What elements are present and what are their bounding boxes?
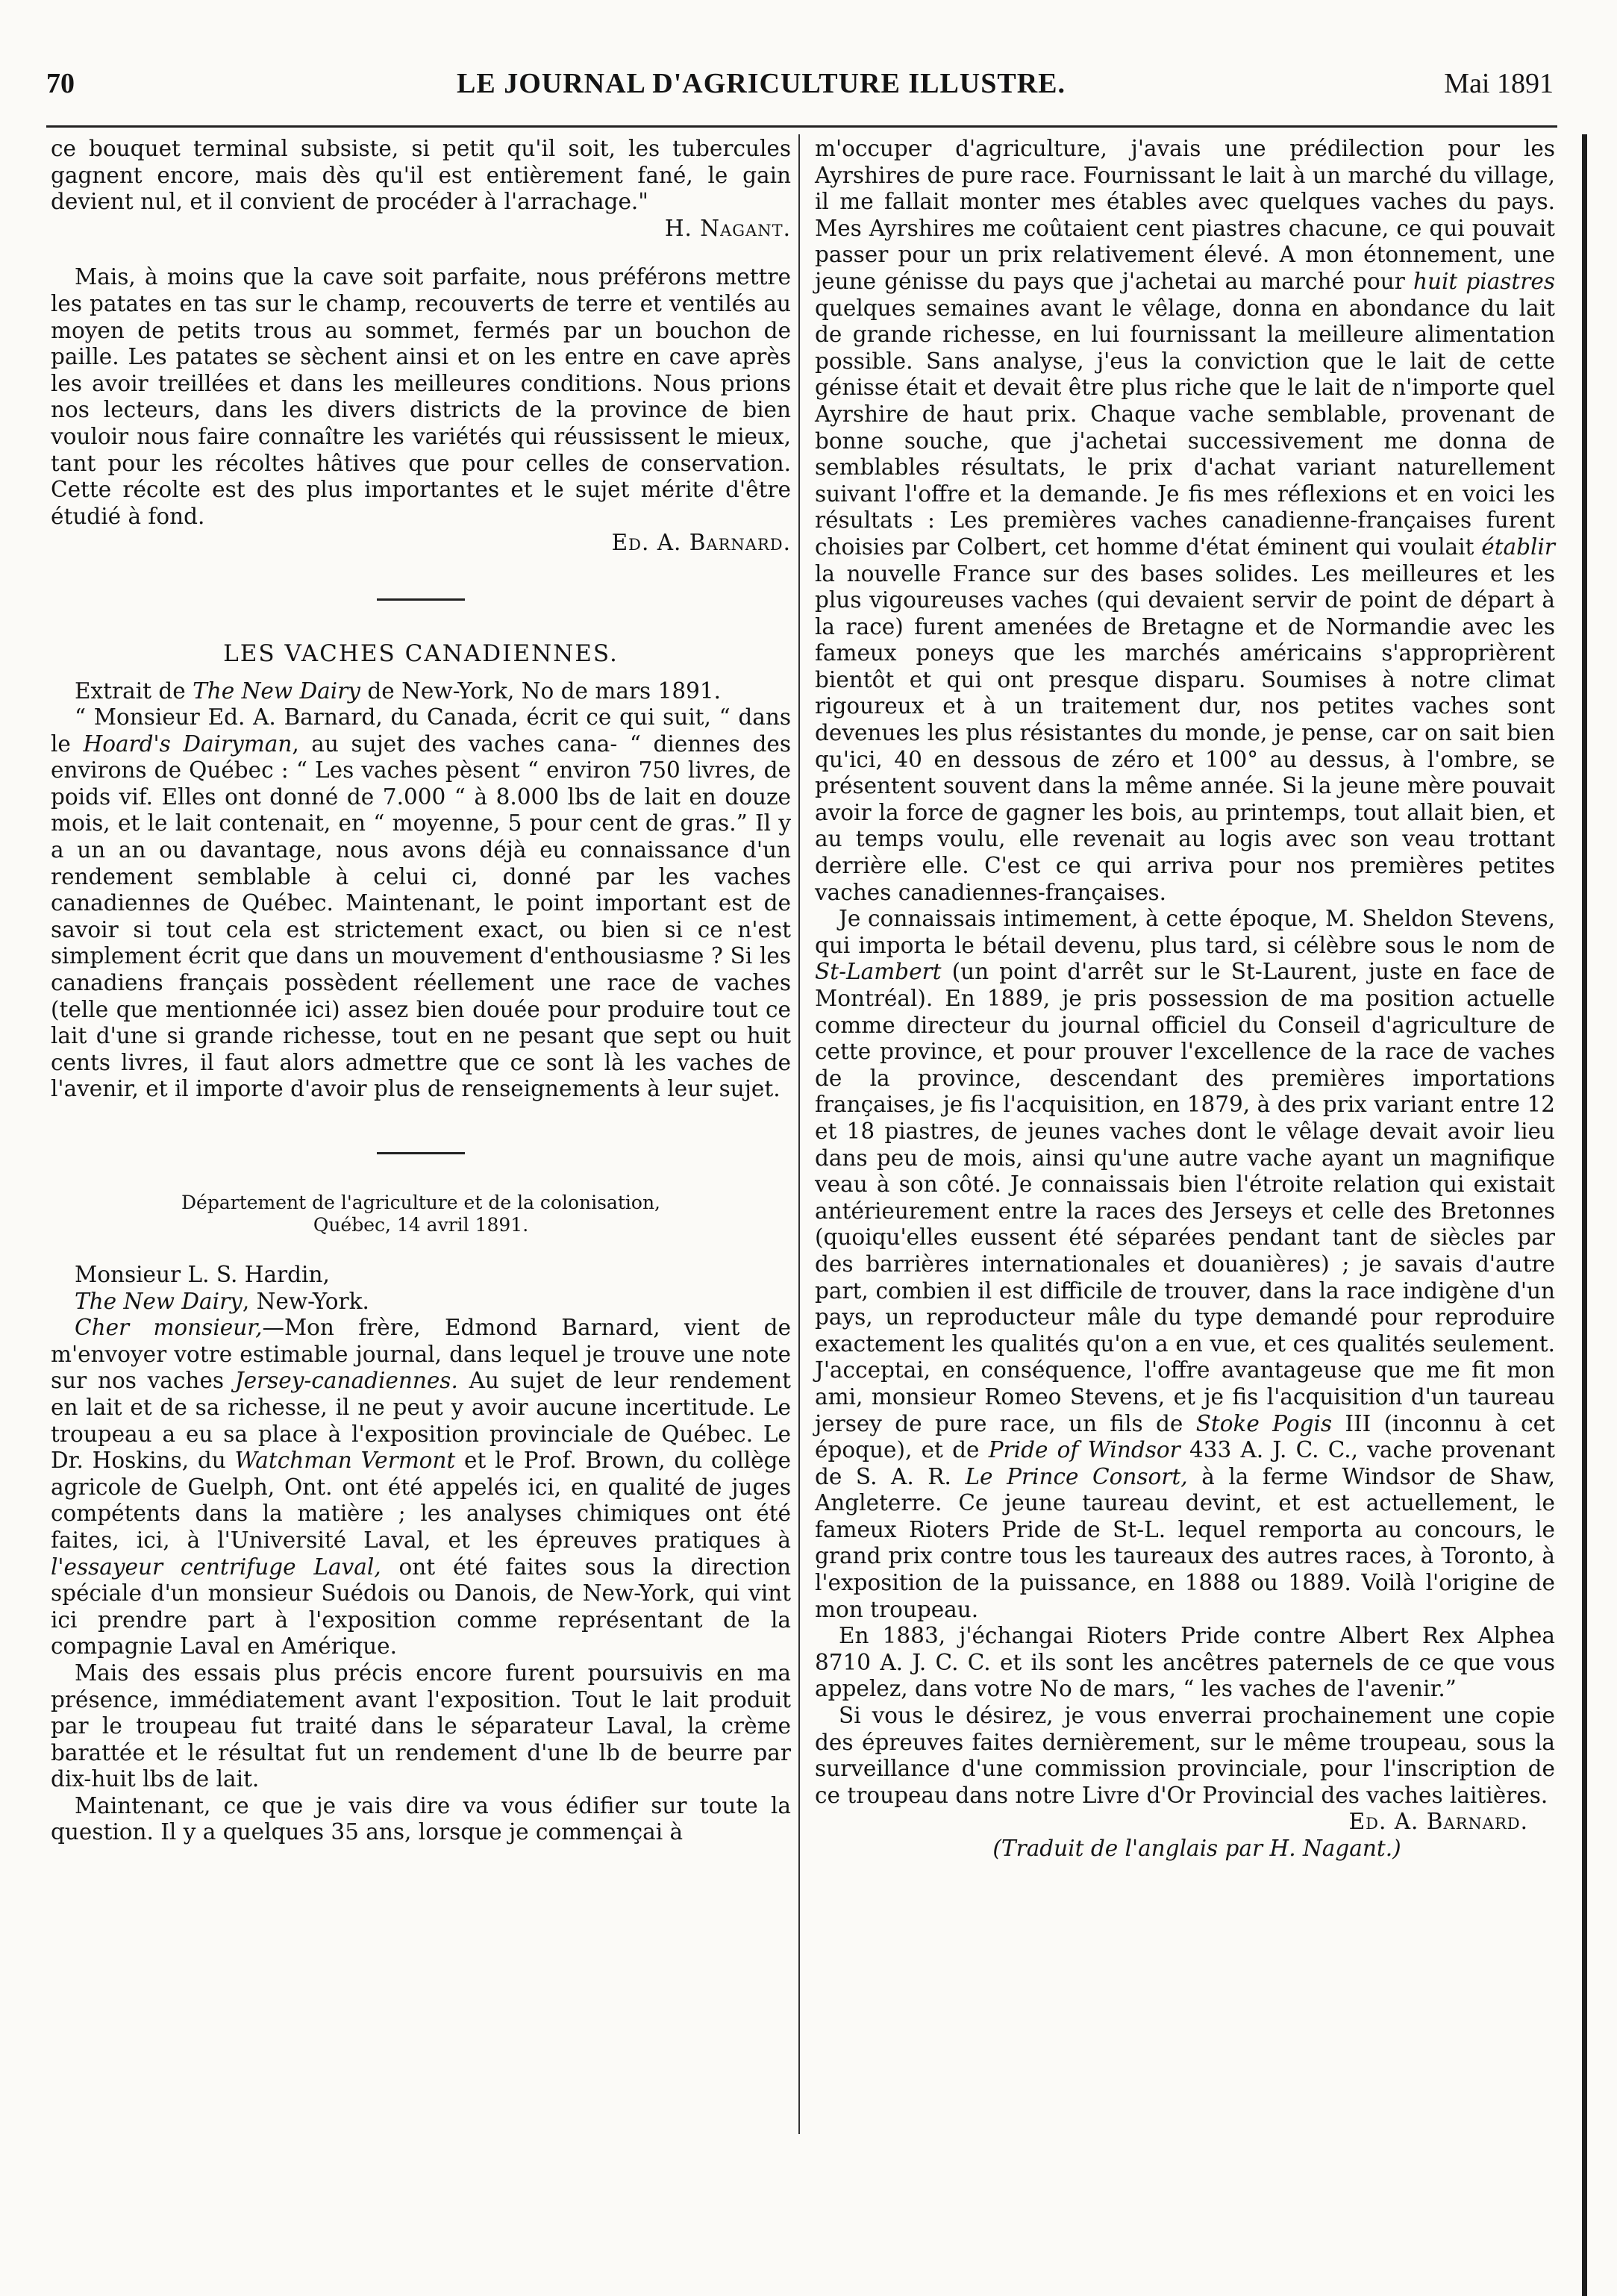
- letter-text-4: ont été faites sous la direction spéciale d'un monsieur Suédois ou Danois, de New-York, qui vint ici prendre part à l'exposition comme représentant de la compagnie Laval en Amérique.: [51, 1554, 791, 1660]
- p2-em-stlambert: St-Lambert: [815, 959, 942, 985]
- signature-barnard-2: Ed. A. Barnard.: [1348, 1809, 1528, 1835]
- extract-text-end: de New-York, No de mars 1891.: [360, 678, 722, 704]
- p2-text-4: 433 A. J. C. C., vache provenant de S. A. R.: [815, 1437, 1555, 1489]
- p2-em-consort: Le Prince Consort,: [965, 1463, 1188, 1489]
- right-column: [815, 136, 1555, 1862]
- p2-em-stoke: Stoke Pogis: [1195, 1410, 1333, 1436]
- journal-title: LE JOURNAL D'AGRICULTURE ILLUSTRE.: [457, 68, 1066, 99]
- quote-source: Hoard's Dairyman: [83, 731, 293, 757]
- letter-text-3: et le Prof. Brown, du collège agricole de Guelph, Ont. ont été appelés ici, en qualité de juges compétents dans la matière ; les analyses chimiques ont été faites, ici, à l'Université Laval, et les épreuves pratiques à: [51, 1448, 791, 1553]
- quote-text: “ Monsieur Ed. A. Barnard, du Canada, écrit ce qui suit, “ dans le: [51, 704, 791, 757]
- section-separator-2: [377, 1152, 465, 1154]
- dateline-department: Département de l'agriculture et de la colonisation,: [181, 1192, 660, 1213]
- letter-em-laval: l'essayeur centrifuge Laval,: [51, 1554, 381, 1580]
- p1-em-etablir: établir: [1481, 534, 1555, 560]
- letter-em-jersey: Jersey-canadiennes.: [234, 1368, 458, 1394]
- p2-text-2: (un point d'arrêt sur le St-Laurent, juste en face de Montréal). En 1889, je pris possession de ma position actuelle comme directeur du journal officiel du Conseil d'agriculture de cette province, et pour prouver l'excellence de la race de vaches de la province, descendant des premières importations françaises, je fis l'acquisition, en 1879, à des prix variant entre 12 et 18 piastres, de jeunes vaches dont le vêlage devait avoir lieu dans peu de mois, ainsi qu'une autre vache ayant un magnifique veau à son côté. Je connaissais bien l'étroite relation qui existait antérieurement entre la races des Jerseys et celle des Bretonnes (quoiqu'elles eussent été séparées pendant tant de siècles par des barrières internationales et douanières) ; je savais d'autre part, combien il est difficile de trouver, dans la race indigène d'un pays, un reproducteur mâle du type demandé pour reproduire exactement les qualités qu'on a en vue, et ces qualités seulement. J'acceptai, en conséquence, l'offre avantageuse que me fit mon ami, monsieur Romeo Stevens, et je fis l'acquisition d'un taureau jersey de pure race, un fils de: [815, 959, 1555, 1436]
- letter-salutation: Cher monsieur,: [75, 1315, 263, 1341]
- p1-text-2: quelques semaines avant le vêlage, donna en abondance du lait de grande richesse, en lui fournissant la meilleure alimentation possible. Sans analyse, j'eus la conviction que le lait de cette génisse était et devait être plus riche que le lait de n'importe quel Ayrshire de haut prix. Chaque vache semblable, provenant de bonne souche, que j'achetai successivement me donna de semblables résultats, le prix d'achat variant naturellement suivant l'offre et la demande. Je fis mes réflexions et en voici les résultats : Les premières vaches canadienne-françaises furent choisies par Colbert, cet homme d'état éminent qui voulait: [815, 295, 1555, 560]
- extract-text: Extrait de: [75, 678, 193, 704]
- letter-em-watchman: Watchman Vermont: [234, 1448, 456, 1474]
- translation-credit: (Traduit de l'anglais par H. Nagant.): [992, 1836, 1401, 1861]
- paragraph-maintenant: Maintenant, ce que je vais dire va vous édifier sur toute la question. Il y a quelques 35 ans, lorsque je commençai à: [51, 1792, 791, 1845]
- p1-text-1: m'occuper d'agriculture, j'avais une prédilection pour les Ayrshires de pure race. Fournissant le lait à un marché du village, il me fallait monter mes étables avec quelques vaches du pays. Mes Ayrshires me coûtaient cent piastres chacune, ce qui pouvait passer pour un prix relativement élevé. A mon étonnement, une jeune génisse du pays que j'achetai au marché pour: [815, 136, 1555, 294]
- signature-barnard: Ed. A. Barnard.: [611, 530, 791, 556]
- header-rule: [46, 125, 1557, 128]
- paragraph-patates: Mais, à moins que la cave soit parfaite, nous préférons mettre les patates en tas sur le champ, recouverts de terre et ventilés au moyen de petits trous au sommet, fermés par un bouchon de paille. Les patates se sèchent ainsi et on les entre en cave après les avoir treillées et dans les meilleures conditions. Nous prions nos lecteurs, dans les divers districts de la province de bien vouloir nous faire connaître les variétés qui réussissent le mieux, tant pour les récoltes hâtives que pour celles de conservation. Cette récolte est des plus importantes et le sujet mérite d'être étudié à fond.: [51, 264, 791, 529]
- extract-line: [51, 678, 791, 705]
- letter-text-2: Au sujet de leur rendement en lait et de sa richesse, il ne peut y avoir aucune incertitude. Le troupeau a eu sa place à l'exposition provinciale de Québec. Le Dr. Hoskins, du: [51, 1368, 791, 1474]
- p1-em-price: huit piastres: [1413, 268, 1555, 294]
- paragraph-1883: En 1883, j'échangai Rioters Pride contre Albert Rex Alphea 8710 A. J. C. C. et ils sont les ancêtres paternels de ce que vous appelez, dans votre No de mars, “ les vaches de l'avenir.”: [815, 1623, 1555, 1702]
- paragraph-ayrshires: [815, 136, 1555, 906]
- translation-note: [815, 1836, 1555, 1862]
- page-number: 70: [46, 68, 75, 99]
- p2-em-pride: Pride of Windsor: [988, 1437, 1180, 1463]
- p2-text-3: III (inconnu à cet époque), et de: [815, 1410, 1555, 1463]
- letter-addressee: Monsieur L. S. Hardin,: [75, 1262, 330, 1287]
- spacer: [51, 242, 791, 264]
- page-header: [46, 67, 1554, 112]
- paragraph-stevens: [815, 906, 1555, 1623]
- left-column: [51, 136, 791, 1846]
- signature-nagant: H. Nagant.: [664, 215, 791, 241]
- issue-date: Mai 1891: [1444, 68, 1554, 99]
- extract-source: The New Dairy: [193, 678, 360, 704]
- quote-text-end: , au sujet des vaches cana- “ diennes des environs de Québec : “ Les vaches pèsent “ environ 750 livres, de poids vif. Elles ont donné de 7.000 “ à 8.000 lbs de lait en douze mois, et le lait contenait, en “ moyenne, 5 pour cent de gras.” Il y a un an ou davantage, nous avons déjà eu connaissance d'un rendement semblable à celui ci, donné par les vaches canadiennes de Québec. Maintenant, le point important est de savoir si tout cela est strictement exact, ou bien si ce n'est simplement écrit que dans un mouvement d'enthousiasme ? Si les canadiens français possèdent réellement une race de vaches (telle que mentionnée ici) assez bien douée pour produire tout ce lait d'une si grande richesse, tout en ne pesant que sept ou huit cents livres, il faut alors admettre que ce sont là les vaches de l'avenir, et il importe d'avoir plus de renseignements à leur sujet.: [51, 731, 791, 1102]
- p2-text-5: à la ferme Windsor de Shaw, Angleterre. Ce jeune taureau devint, et est actuellement, le fameux Rioters Pride de St-L. lequel remporta au concours, le grand prix contre tous les taureaux des autres races, à Toronto, à l'exposition de la puissance, en 1888 ou 1889. Voilà l'origine de mon troupeau.: [815, 1463, 1555, 1622]
- section-separator: [377, 598, 465, 601]
- letter-text-1: —Mon frère, Edmond Barnard, vient de m'envoyer votre estimable journal, dans lequel je trouve une note sur nos vaches: [51, 1315, 792, 1394]
- letter-body: [51, 1315, 791, 1660]
- page-edge: [1582, 134, 1587, 2296]
- letter-dateline: [51, 1192, 791, 1236]
- address-city: , New-York.: [242, 1288, 369, 1314]
- address-journal: The New Dairy: [75, 1288, 243, 1314]
- p1-text-3: la nouvelle France sur des bases solides. Les meilleures et les plus vigoureuses vaches (qui devaient servir de point de départ à la race) furent amenées de Bretagne et de Normandie avec les fameux poneys que les marchés américains s'approprièrent bientôt et qui ont presque disparu. Soumises à notre climat rigoureux et à un traitement dur, nos petites vaches sont devenues les plus résistantes du monde, je pense, car on sait bien qu'ici, 40 en dessous de zéro et 100° au dessus, à l'ombre, se présentent souvent dans la même année. Si la jeune mère pouvait avoir la force de gagner les bois, au printemps, tout allait bien, et au temps voulu, elle revenait au logis avec son veau trottant derrière elle. C'est ce qui arriva pour nos premières petites vaches canadiennes-françaises.: [815, 560, 1555, 905]
- intro-quote: ce bouquet terminal subsiste, si petit qu'il soit, les tubercules gagnent encore, mais dès qu'il est entièrement fané, le gain devient nul, et il convient de procéder à l'arrachage.": [51, 136, 791, 215]
- paragraph-essais: Mais des essais plus précis encore furent poursuivis en ma présence, immédiatement avant l'exposition. Tout le lait produit par le troupeau fut traité dans le séparateur Laval, la crème barattée et le résultat fut un rendement d'une lb de beurre par dix-huit lbs de lait.: [51, 1660, 791, 1792]
- quoted-letter: [51, 704, 791, 1103]
- dateline-date: Québec, 14 avril 1891.: [313, 1214, 529, 1236]
- p2-text-1: Je connaissais intimement, à cette époque, M. Sheldon Stevens, qui importa le bétail devenu, plus tard, si célèbre sous le nom de: [815, 906, 1555, 958]
- letter-address-line: [51, 1289, 791, 1316]
- article-heading: LES VACHES CANADIENNES.: [223, 639, 619, 667]
- paragraph-offer: Si vous le désirez, je vous enverrai prochainement une copie des épreuves faites dernièrement, sur le même troupeau, sous la surveillance d'une commission provinciale, pour l'inscription de ce troupeau dans notre Livre d'Or Provincial des vaches laitières.: [815, 1703, 1555, 1808]
- column-divider: [798, 134, 800, 2134]
